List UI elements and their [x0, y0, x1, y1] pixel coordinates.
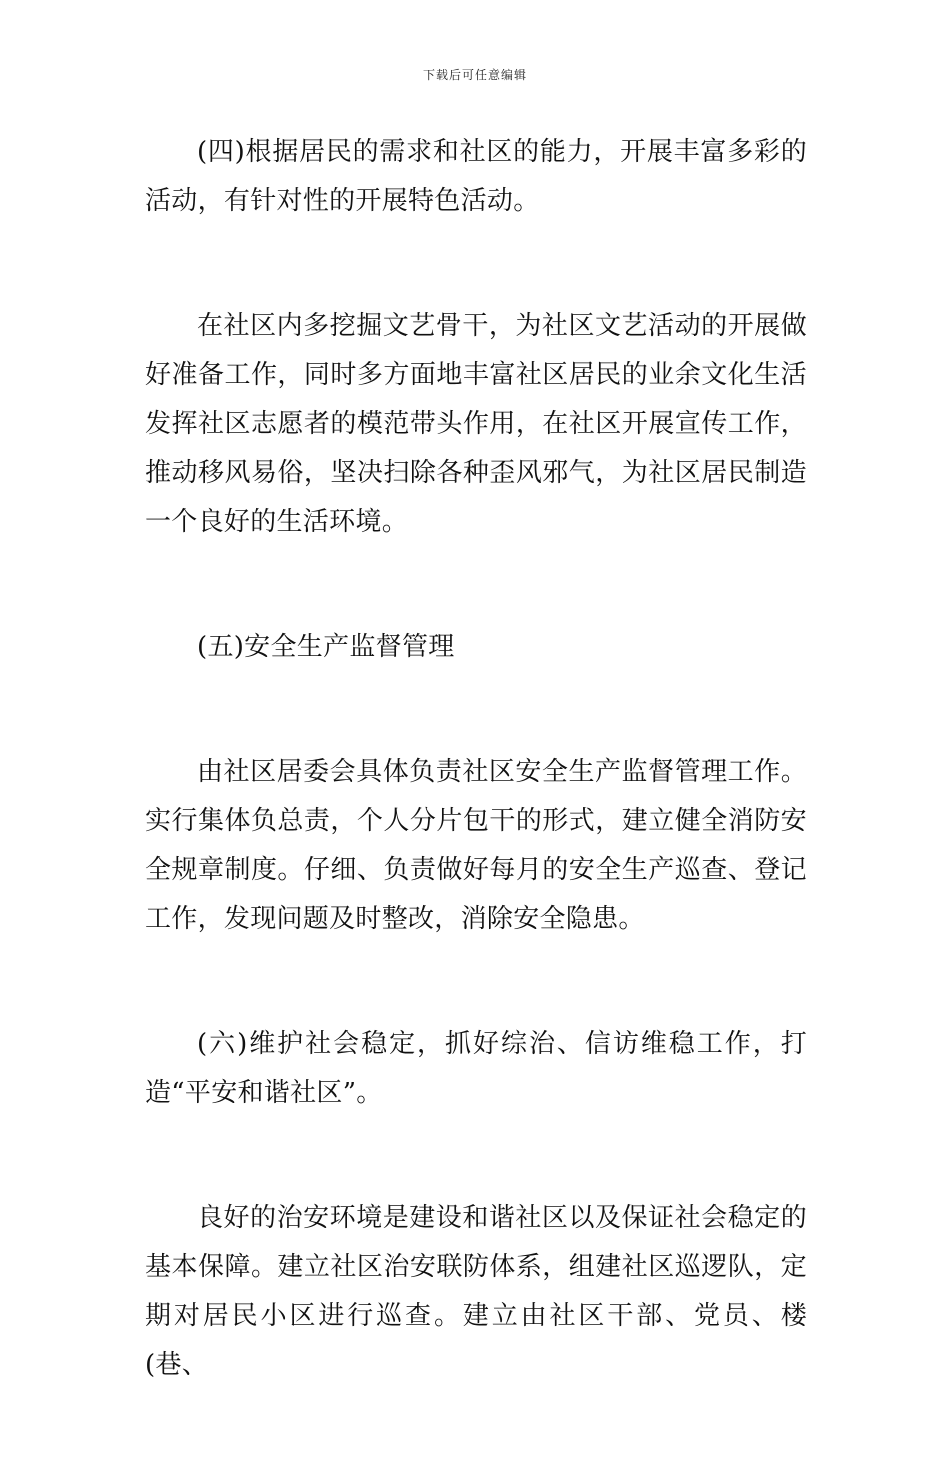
paragraph-culture: 在社区内多挖掘文艺骨干，为社区文艺活动的开展做好准备工作，同时多方面地丰富社区居民的业余文化生活发挥社区志愿者的模范带头作用，在社区开展宣传工作，推动移风易俗，坚决扫除各种歪风邪气，为社区居民制造一个良好的生活环境。 [145, 311, 807, 537]
header-note: 下载后可任意编辑 [422, 68, 527, 82]
section-heading-5: (五)安全生产监督管理 [197, 632, 455, 662]
paragraph-safety: 由社区居委会具体负责社区安全生产监督管理工作。实行集体负总责，个人分片包干的形式，建立健全消防安全规章制度。仔细、负责做好每月的安全生产巡查、登记工作，发现问题及时整改，消除安全隐患。 [145, 757, 807, 934]
document-body [145, 128, 807, 1466]
section-heading-6: (六)维护社会稳定，抓好综治、信访维稳工作，打造“平安和谐社区”。 [145, 1029, 807, 1108]
section-heading-4: (四)根据居民的需求和社区的能力，开展丰富多彩的活动，有针对性的开展特色活动。 [145, 137, 807, 216]
paragraph-security: 良好的治安环境是建设和谐社区以及保证社会稳定的基本保障。建立社区治安联防体系，组建社区巡逻队，定期对居民小区进行巡查。建立由社区干部、党员、楼(巷、 [145, 1203, 807, 1380]
